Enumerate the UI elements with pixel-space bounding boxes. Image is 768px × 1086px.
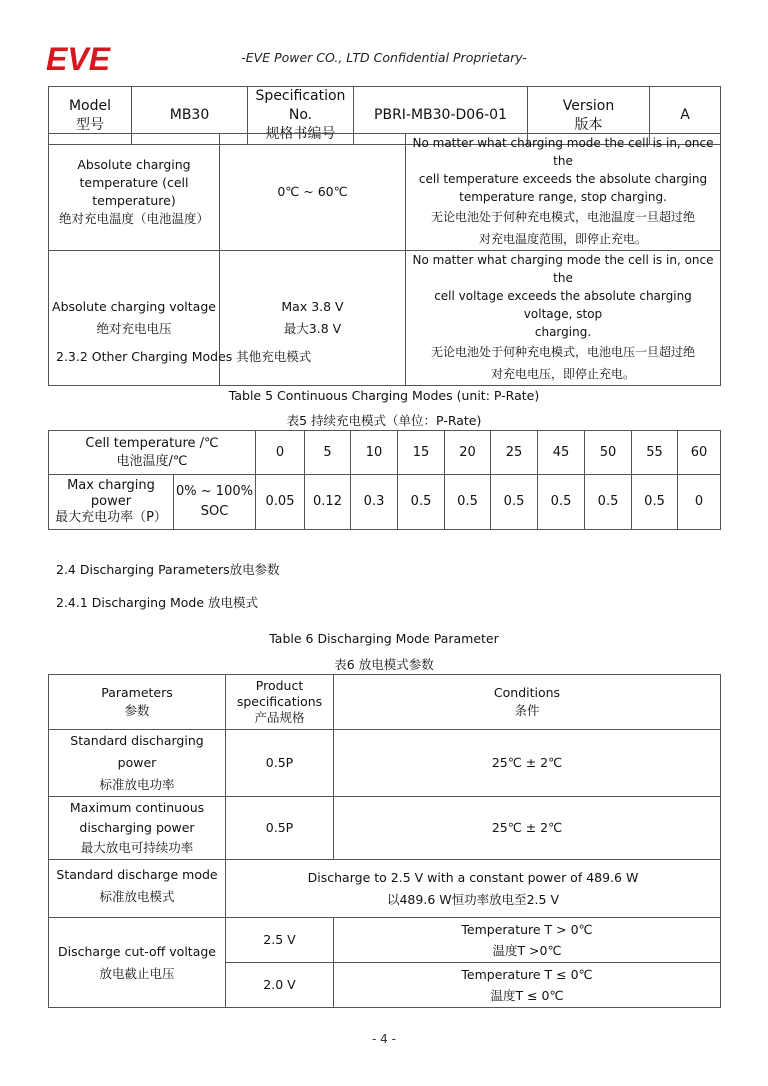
continuous-charging-table (48, 430, 721, 530)
head-parameters: Parameters 参数 (49, 675, 226, 730)
std-discharge-power-cond: 25℃ ± 2℃ (334, 730, 721, 797)
soc-label: 0% ~ 100% SOC (174, 475, 256, 530)
abs-voltage-condition: No matter what charging mode the cell is in, once the cell voltage exceeds the absolute charging voltage, stop charging. 无论电池处于何种充电模式，电池电压一旦超过绝 对充电电压，即停止充电。 (406, 251, 721, 386)
temp-cell: 50 (585, 431, 632, 475)
spec-value: PBRI-MB30-D06-01 (354, 87, 528, 145)
temp-cell: 45 (538, 431, 585, 475)
confidential-notice: -EVE Power CO., LTD Confidential Proprietary- (241, 50, 527, 65)
temp-cell: 60 (678, 431, 721, 475)
max-discharge-power-cond: 25℃ ± 2℃ (334, 797, 721, 860)
model-value: MB30 (132, 87, 248, 145)
cutoff-voltage-spec: 2.5 V (226, 918, 334, 963)
temp-cell: 25 (491, 431, 538, 475)
cell-temp-label: Cell temperature /℃ 电池温度/℃ (49, 431, 256, 475)
rate-cell: 0.5 (491, 475, 538, 530)
abs-voltage-param: Absolute charging voltage 绝对充电电压 (49, 251, 220, 386)
table6-caption-cn: 表6 放电模式参数 (334, 657, 434, 672)
table6-caption-en: Table 6 Discharging Mode Parameter (269, 631, 499, 646)
max-discharge-power-param: Maximum continuous discharging power 最大放电可持续功率 (49, 797, 226, 860)
page-number: - 4 - (372, 1032, 396, 1046)
rate-cell: 0.12 (305, 475, 351, 530)
spec-label: Specification No. 规格书编号 (248, 87, 354, 145)
temp-cell: 10 (351, 431, 398, 475)
cutoff-voltage-param: Discharge cut-off voltage 放电截止电压 (49, 918, 226, 1008)
discharging-mode-table (48, 674, 721, 1008)
max-discharge-power-spec: 0.5P (226, 797, 334, 860)
rate-cell: 0 (678, 475, 721, 530)
cutoff-voltage-spec: 2.0 V (226, 963, 334, 1008)
head-product-specs: Product specifications 产品规格 (226, 675, 334, 730)
version-label: Version 版本 (528, 87, 650, 145)
std-discharge-power-spec: 0.5P (226, 730, 334, 797)
temp-cell: 0 (256, 431, 305, 475)
rate-cell: 0.5 (632, 475, 678, 530)
rate-cell: 0.5 (398, 475, 445, 530)
model-label: Model 型号 (49, 87, 132, 145)
temp-cell: 55 (632, 431, 678, 475)
section-heading-2-3-2: 2.3.2 Other Charging Modes 其他充电模式 (56, 349, 312, 364)
cutoff-voltage-cond: Temperature T > 0℃ 温度T >0℃ (334, 918, 721, 963)
section-heading-2-4-1: 2.4.1 Discharging Mode 放电模式 (56, 595, 259, 610)
rate-cell: 0.5 (445, 475, 491, 530)
head-conditions: Conditions 条件 (334, 675, 721, 730)
std-discharge-mode-cond: Discharge to 2.5 V with a constant power of 489.6 W 以489.6 W恒功率放电至2.5 V (226, 860, 721, 918)
rate-cell: 0.5 (538, 475, 585, 530)
rate-cell: 0.5 (585, 475, 632, 530)
temp-cell: 15 (398, 431, 445, 475)
svg-text:EVE: EVE (46, 42, 111, 74)
version-value: A (650, 87, 721, 145)
table5-caption-en: Table 5 Continuous Charging Modes (unit: P-Rate) (228, 388, 540, 403)
temp-cell: 20 (445, 431, 491, 475)
cutoff-voltage-cond: Temperature T ≤ 0℃ 温度T ≤ 0℃ (334, 963, 721, 1008)
std-discharge-mode-param: Standard discharge mode 标准放电模式 (49, 860, 226, 918)
abs-temp-condition: No matter what charging mode the cell is in, once the cell temperature exceeds the absolute charging temperature range, stop charging. 无论电池处于何种充电模式，电池温度一旦超过绝 对充电温度范围，即停止充电。 (406, 134, 721, 251)
std-discharge-power-param: Standard discharging power 标准放电功率 (49, 730, 226, 797)
table5-caption-cn: 表5 持续充电模式（单位：P-Rate) (286, 413, 482, 428)
rate-cell: 0.3 (351, 475, 398, 530)
temp-cell: 5 (305, 431, 351, 475)
abs-temp-param: Absolute charging temperature (cell temperature) 绝对充电温度（电池温度） (49, 134, 220, 251)
rate-cell: 0.05 (256, 475, 305, 530)
section-heading-2-4: 2.4 Discharging Parameters放电参数 (56, 562, 280, 577)
abs-temp-value: 0℃ ~ 60℃ (220, 134, 406, 251)
abs-voltage-value: Max 3.8 V 最大3.8 V (220, 251, 406, 386)
max-charging-power-label: Max charging power 最大充电功率（P） (49, 475, 174, 530)
